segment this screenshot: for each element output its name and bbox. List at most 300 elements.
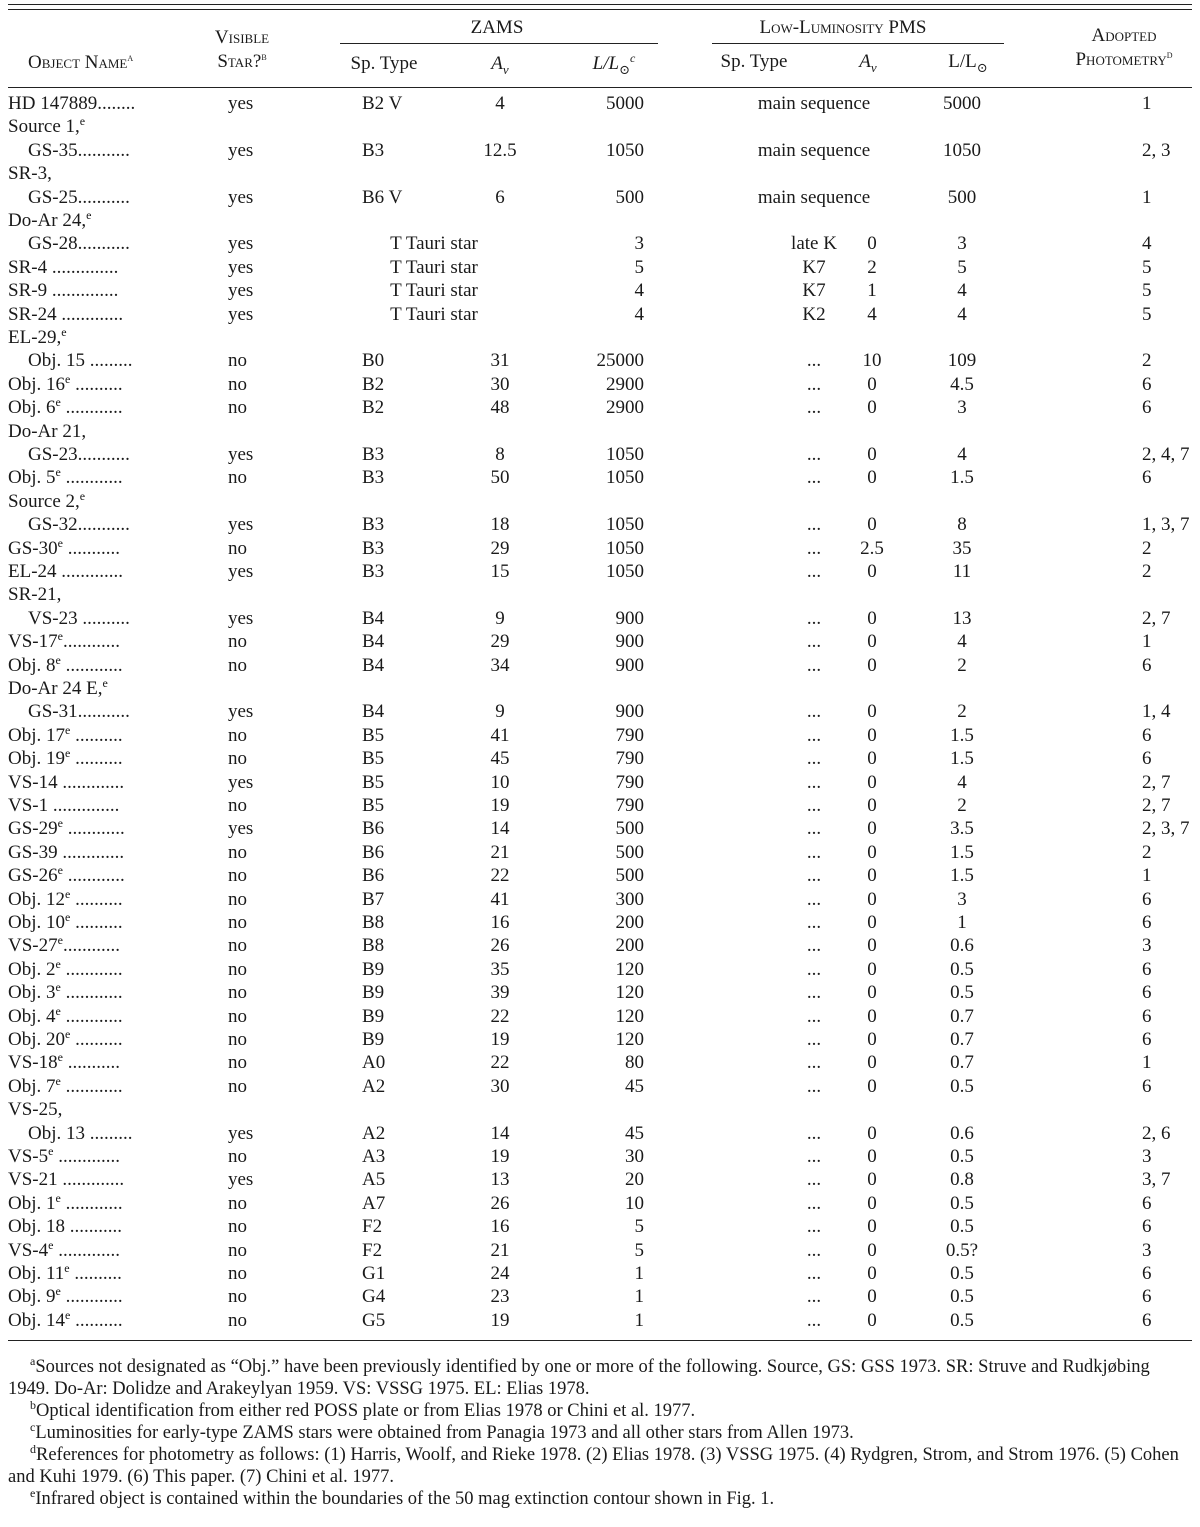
zams-sptype-cell: B9 bbox=[362, 958, 385, 980]
leader-dots: .......... bbox=[70, 912, 123, 933]
visible-star-cell: no bbox=[228, 795, 247, 816]
object-name: Obj. 18 ........... bbox=[8, 1216, 122, 1238]
table-row bbox=[0, 654, 1200, 678]
footnote-mark: e bbox=[61, 325, 67, 339]
photometry-cell: 6 bbox=[1142, 912, 1152, 933]
object-name: EL-24 ............. bbox=[8, 561, 124, 582]
table-row bbox=[0, 1192, 1200, 1216]
pms-lum-cell: 0.7 bbox=[950, 1052, 974, 1074]
table-row bbox=[0, 1262, 1200, 1286]
pms-av-cell: 0 bbox=[867, 982, 877, 1004]
leader-dots: ........... bbox=[62, 537, 120, 559]
zams-av-cell: 29 bbox=[490, 631, 510, 653]
footnote-mark: e bbox=[57, 933, 63, 948]
object-name-cell bbox=[8, 958, 123, 982]
photometry-cell: 5 bbox=[1142, 256, 1152, 278]
object-name-cell bbox=[8, 420, 86, 444]
footnote-mark: e bbox=[55, 1190, 61, 1205]
visible-star-cell: no bbox=[228, 1263, 247, 1284]
zams-av-cell: 39 bbox=[490, 982, 510, 1004]
zams-lum-cell: 1 bbox=[634, 1309, 644, 1331]
pms-av-cell: 0 bbox=[867, 1075, 877, 1097]
object-name-cell bbox=[28, 443, 130, 467]
object-name-cell bbox=[28, 186, 130, 210]
object-name: VS-14 ............. bbox=[8, 771, 125, 793]
note-text: References for photometry as follows: (1) Harris, Woolf, and Rieke 1978. (2) Elias 1978. (3) VSSG 1975. (4) Rydgren, Strom, and Strom 1976. (5) Cohen and Kuhi 1979. (6) This paper. (7) Chini et al. 1977. bbox=[8, 1445, 1179, 1487]
object-name-cell bbox=[8, 209, 91, 233]
zams-sptype-cell: B5 bbox=[362, 748, 385, 770]
photometry-cell: 6 bbox=[1142, 397, 1152, 419]
pms-sptype-cell: ... bbox=[806, 748, 822, 770]
zams-lum-cell: 4 bbox=[634, 280, 644, 302]
pms-lum-cell: 1.5 bbox=[950, 724, 974, 746]
zams-lum-cell: 1050 bbox=[606, 139, 644, 161]
zams-av-cell: 29 bbox=[490, 537, 510, 559]
photometry-cell: 6 bbox=[1142, 1286, 1152, 1308]
object-name-cell bbox=[8, 490, 85, 514]
bottom-rule bbox=[8, 1340, 1192, 1341]
pms-av-cell: 0 bbox=[867, 1239, 877, 1261]
visible-star-cell: no bbox=[228, 350, 247, 372]
table-note bbox=[8, 1444, 1192, 1488]
pms-lum-cell: 1.5 bbox=[950, 748, 974, 770]
zams-av-cell: 19 bbox=[490, 795, 510, 816]
zams-lum-cell: 1050 bbox=[606, 444, 644, 465]
zams-av-cell: 16 bbox=[490, 1216, 510, 1238]
pms-sptype-cell: K2 bbox=[802, 303, 826, 325]
table-row bbox=[0, 1168, 1200, 1192]
zams-av-cell: 9 bbox=[495, 607, 505, 629]
zams-sptype-cell: B9 bbox=[362, 1029, 385, 1050]
zams-sptype-cell: T Tauri star bbox=[390, 280, 478, 302]
object-name-cell bbox=[28, 700, 130, 724]
footnote-mark: e bbox=[86, 208, 92, 222]
pms-lum-cell: 4 bbox=[957, 444, 967, 465]
zams-lum-cell: 1 bbox=[634, 1286, 644, 1308]
object-name-cell bbox=[28, 1122, 133, 1146]
photometry-cell: 3 bbox=[1142, 1146, 1152, 1167]
visible-star-cell: yes bbox=[228, 139, 254, 161]
object-name-cell bbox=[28, 513, 130, 537]
header-lowlum: Low-Luminosity PMS bbox=[759, 17, 927, 38]
zams-sptype-cell: B8 bbox=[362, 912, 385, 933]
footnote-mark: e bbox=[57, 863, 63, 878]
photometry-cell: 6 bbox=[1142, 1075, 1152, 1097]
pms-lum-cell: 0.7 bbox=[950, 1029, 974, 1050]
zams-sptype-cell: B2 bbox=[362, 397, 385, 419]
zams-lum-cell: 3 bbox=[634, 233, 644, 255]
photometry-cell: 5 bbox=[1142, 280, 1152, 302]
zams-lum-cell: 500 bbox=[615, 186, 644, 208]
zams-lum-cell: 900 bbox=[615, 631, 644, 653]
table-group-label bbox=[0, 420, 1200, 444]
pms-sptype-cell: ... bbox=[806, 631, 822, 653]
visible-star-cell: yes bbox=[228, 93, 254, 114]
object-name-cell bbox=[28, 232, 130, 256]
pms-av-cell: 10 bbox=[862, 350, 882, 372]
note-mark: e bbox=[30, 1486, 36, 1500]
zams-av-cell: 19 bbox=[490, 1029, 510, 1050]
table-group-label bbox=[0, 677, 1200, 701]
zams-sptype-cell: T Tauri star bbox=[390, 256, 478, 278]
zams-lum-cell: 5 bbox=[634, 1216, 644, 1238]
zams-sptype-cell: B5 bbox=[362, 771, 385, 793]
pms-av-cell: 1 bbox=[867, 280, 877, 302]
pms-sptype-cell: ... bbox=[806, 841, 822, 863]
photometry-cell: 1, 4 bbox=[1142, 701, 1171, 723]
visible-star-cell: no bbox=[228, 935, 247, 957]
photometry-cell: 6 bbox=[1142, 467, 1152, 489]
object-name-cell bbox=[8, 560, 123, 584]
object-name: VS-5 bbox=[8, 1146, 49, 1167]
table-row bbox=[0, 513, 1200, 537]
object-name: Obj. 10 bbox=[8, 912, 65, 933]
visible-star-cell: yes bbox=[228, 1122, 254, 1144]
object-name: Obj. 19 bbox=[8, 748, 65, 770]
pms-lum-cell: 0.5 bbox=[950, 1309, 974, 1331]
object-name-cell bbox=[8, 256, 118, 280]
zams-av-cell: 26 bbox=[490, 1192, 510, 1214]
object-name: Obj. 8 bbox=[8, 654, 56, 676]
table-row bbox=[0, 1028, 1200, 1052]
object-name: EL-29, bbox=[8, 327, 62, 348]
zams-lum-cell: 790 bbox=[615, 795, 644, 816]
footnote-mark: e bbox=[48, 1144, 54, 1158]
visible-star-cell: no bbox=[228, 1005, 247, 1027]
photometry-cell: 2 bbox=[1142, 841, 1152, 863]
zams-av-cell: 13 bbox=[490, 1169, 510, 1191]
object-name-cell bbox=[8, 162, 52, 186]
visible-star-cell: no bbox=[228, 888, 247, 910]
zams-av-cell: 16 bbox=[490, 912, 510, 933]
object-name-cell bbox=[8, 1075, 123, 1099]
photometry-cell: 1 bbox=[1142, 631, 1152, 653]
leader-dots: ............ bbox=[60, 397, 123, 419]
table-row bbox=[0, 279, 1200, 303]
leader-dots: .......... bbox=[70, 373, 123, 395]
footnote-mark: e bbox=[57, 816, 63, 831]
pms-av-cell: 0 bbox=[867, 373, 877, 395]
pms-sptype-cell: ... bbox=[806, 1075, 822, 1097]
zams-lum-cell: 45 bbox=[625, 1075, 644, 1097]
pms-sptype-cell: ... bbox=[806, 654, 822, 676]
zams-lum-cell: 1050 bbox=[606, 467, 644, 489]
object-name: Obj. 17 bbox=[8, 724, 65, 746]
leader-dots: ........... bbox=[62, 1052, 120, 1074]
zams-av-cell: 22 bbox=[490, 865, 510, 887]
zams-lum-cell: 200 bbox=[615, 935, 644, 957]
pms-sptype-cell: ... bbox=[806, 561, 822, 582]
table-row bbox=[0, 1239, 1200, 1263]
object-name: GS-31........... bbox=[28, 701, 130, 723]
pms-av-cell: 0 bbox=[867, 1122, 877, 1144]
table-note bbox=[8, 1422, 1192, 1444]
photometry-cell: 6 bbox=[1142, 748, 1152, 770]
pms-lum-cell: 1.5 bbox=[950, 841, 974, 863]
object-name: VS-4 bbox=[8, 1239, 49, 1261]
pms-sptype-cell: ... bbox=[806, 1192, 822, 1214]
header-adopted-line2: Photometry$^d$ bbox=[1075, 47, 1173, 70]
object-name-cell bbox=[28, 607, 130, 631]
pms-lum-cell: 1.5 bbox=[950, 865, 974, 887]
pms-lum-cell: 0.5 bbox=[950, 982, 974, 1004]
note-mark: d bbox=[30, 1442, 36, 1456]
lowlum-group-line bbox=[712, 43, 1004, 44]
zams-lum-cell: 5000 bbox=[606, 93, 644, 114]
note-mark: b bbox=[30, 1398, 36, 1412]
visible-star-cell: no bbox=[228, 1029, 247, 1050]
object-name: VS-21 ............. bbox=[8, 1169, 125, 1191]
leader-dots: ............ bbox=[62, 631, 120, 653]
visible-star-cell: no bbox=[228, 1052, 247, 1074]
object-name-cell bbox=[8, 303, 123, 327]
note-mark: a bbox=[30, 1354, 36, 1368]
zams-lum-cell: 500 bbox=[615, 841, 644, 863]
visible-star-cell: no bbox=[228, 1075, 247, 1097]
object-name-cell bbox=[28, 139, 130, 163]
footnote-mark: e bbox=[65, 371, 71, 386]
zams-av-cell: 22 bbox=[490, 1005, 510, 1027]
footnote-mark: e bbox=[79, 114, 86, 129]
pms-sptype-cell: main sequence bbox=[757, 186, 871, 208]
table-row bbox=[0, 1051, 1200, 1075]
object-name-cell bbox=[8, 1239, 120, 1263]
photometry-cell: 6 bbox=[1142, 1029, 1152, 1050]
object-name-cell bbox=[8, 1285, 123, 1309]
zams-av-cell: 14 bbox=[490, 1122, 510, 1144]
pms-av-cell: 0 bbox=[867, 1286, 877, 1308]
zams-lum-cell: 120 bbox=[615, 1029, 644, 1050]
pms-av-cell: 4 bbox=[867, 303, 877, 325]
header-object-name: Object Name$^a$ bbox=[28, 50, 134, 73]
leader-dots: ............ bbox=[60, 1075, 123, 1097]
footnote-mark: e bbox=[102, 676, 108, 690]
note-text: Luminosities for early-type ZAMS stars were obtained from Panagia 1973 and all other stars from Allen 1973. bbox=[35, 1423, 854, 1443]
pms-lum-cell: 3 bbox=[957, 888, 967, 910]
object-name-cell bbox=[8, 92, 135, 116]
object-name: VS-23 .......... bbox=[28, 607, 130, 629]
note-mark: c bbox=[30, 1420, 36, 1434]
photometry-cell: 3 bbox=[1142, 935, 1152, 957]
pms-lum-cell: 2 bbox=[957, 654, 967, 676]
table-row bbox=[0, 1215, 1200, 1239]
zams-sptype-cell: B3 bbox=[362, 139, 385, 161]
zams-lum-cell: 1050 bbox=[606, 514, 644, 536]
object-name: Obj. 7 bbox=[8, 1075, 56, 1097]
table-row bbox=[0, 1005, 1200, 1029]
table-row bbox=[0, 256, 1200, 280]
zams-lum-cell: 120 bbox=[615, 958, 644, 980]
zams-lum-cell: 2900 bbox=[606, 397, 644, 419]
pms-lum-cell: 13 bbox=[952, 607, 972, 629]
object-name-cell bbox=[8, 981, 123, 1005]
table-row bbox=[0, 92, 1200, 116]
pms-lum-cell: 0.5 bbox=[950, 1075, 974, 1097]
pms-av-cell: 0 bbox=[867, 1005, 877, 1027]
pms-av-cell: 0 bbox=[867, 1146, 877, 1167]
object-name-cell bbox=[8, 654, 123, 678]
header-av: $A_v$ bbox=[491, 53, 509, 77]
object-name-cell bbox=[8, 841, 124, 865]
leader-dots: ............ bbox=[60, 982, 123, 1004]
zams-sptype-cell: B4 bbox=[362, 701, 385, 723]
zams-av-cell: 48 bbox=[490, 397, 510, 419]
table-row bbox=[0, 1122, 1200, 1146]
pms-sptype-cell: ... bbox=[806, 607, 822, 629]
object-name-cell bbox=[8, 1168, 124, 1192]
table-group-label bbox=[0, 115, 1200, 139]
visible-star-cell: no bbox=[228, 631, 247, 653]
leader-dots: ............ bbox=[60, 467, 123, 489]
pms-lum-cell: 4 bbox=[957, 771, 967, 793]
pms-av-cell: 2.5 bbox=[860, 537, 884, 559]
zams-sptype-cell: B9 bbox=[362, 1005, 385, 1027]
zams-av-cell: 24 bbox=[490, 1263, 510, 1284]
pms-sptype-cell: K7 bbox=[802, 280, 826, 302]
pms-av-cell: 0 bbox=[867, 701, 877, 723]
visible-star-cell: yes bbox=[228, 233, 254, 255]
header-visible-line1: Visible bbox=[214, 27, 270, 48]
zams-lum-cell: 1 bbox=[634, 1263, 644, 1284]
pms-av-cell: 0 bbox=[867, 444, 877, 465]
pms-av-cell: 0 bbox=[867, 841, 877, 863]
object-name: SR-3, bbox=[8, 163, 52, 185]
pms-sptype-cell: K7 bbox=[802, 256, 826, 278]
pms-av-cell: 0 bbox=[867, 1169, 877, 1191]
zams-av-cell: 19 bbox=[490, 1309, 510, 1331]
table-row bbox=[0, 911, 1200, 935]
table-row bbox=[0, 443, 1200, 467]
object-name-cell bbox=[8, 934, 120, 958]
table-row bbox=[0, 771, 1200, 795]
zams-sptype-cell: B3 bbox=[362, 467, 385, 489]
table-group-label bbox=[0, 326, 1200, 350]
leader-dots: .......... bbox=[69, 1263, 122, 1284]
header-adopted-line1: Adopted bbox=[1091, 25, 1157, 46]
object-name-cell bbox=[8, 1098, 62, 1122]
pms-lum-cell: 109 bbox=[947, 350, 977, 372]
pms-lum-cell: 3.5 bbox=[950, 818, 974, 840]
pms-sptype-cell: ... bbox=[806, 701, 822, 723]
pms-lum-cell: 1 bbox=[957, 912, 967, 933]
zams-lum-cell: 25000 bbox=[596, 350, 644, 372]
zams-lum-cell: 500 bbox=[615, 865, 644, 887]
table-row bbox=[0, 630, 1200, 654]
object-name: Obj. 6 bbox=[8, 397, 56, 419]
footnote-mark: e bbox=[57, 535, 63, 550]
zams-lum-cell: 900 bbox=[615, 654, 644, 676]
footnote-mark: e bbox=[65, 886, 71, 901]
pms-lum-cell: 0.6 bbox=[950, 935, 974, 957]
zams-av-cell: 10 bbox=[490, 771, 510, 793]
pms-lum-cell: 500 bbox=[947, 186, 977, 208]
object-name-cell bbox=[8, 373, 123, 397]
object-name: Obj. 2 bbox=[8, 958, 56, 980]
pms-av-cell: 0 bbox=[867, 607, 877, 629]
object-name-cell bbox=[8, 1028, 123, 1052]
footnote-mark: e bbox=[55, 652, 61, 667]
table-row bbox=[0, 1145, 1200, 1169]
footnote-mark: e bbox=[65, 1307, 71, 1322]
zams-lum-cell: 30 bbox=[625, 1146, 644, 1167]
object-name-cell bbox=[8, 677, 108, 701]
photometry-cell: 2 bbox=[1142, 561, 1152, 582]
visible-star-cell: no bbox=[228, 397, 247, 419]
object-name-cell bbox=[8, 864, 125, 888]
zams-av-cell: 8 bbox=[495, 444, 505, 465]
zams-av-cell: 21 bbox=[490, 1239, 510, 1261]
pms-av-cell: 0 bbox=[867, 1052, 877, 1074]
visible-star-cell: no bbox=[228, 1239, 247, 1261]
photometry-cell: 6 bbox=[1142, 958, 1152, 980]
zams-av-cell: 23 bbox=[490, 1286, 510, 1308]
zams-av-cell: 30 bbox=[490, 373, 510, 395]
leader-dots: ............ bbox=[60, 654, 123, 676]
visible-star-cell: no bbox=[228, 912, 247, 933]
photometry-cell: 1 bbox=[1142, 865, 1152, 887]
photometry-cell: 2, 7 bbox=[1142, 771, 1171, 793]
pms-av-cell: 0 bbox=[867, 233, 877, 255]
visible-star-cell: yes bbox=[228, 561, 254, 582]
header-llum: $L/L_⊙$ bbox=[948, 51, 988, 75]
object-name: SR-21, bbox=[8, 584, 62, 606]
zams-sptype-cell: B2 V bbox=[362, 93, 403, 114]
footnote-mark: e bbox=[65, 910, 71, 924]
zams-sptype-cell: B3 bbox=[362, 444, 385, 465]
footnote-mark: e bbox=[55, 956, 61, 971]
pms-lum-cell: 0.5? bbox=[945, 1239, 979, 1261]
zams-lum-cell: 500 bbox=[615, 818, 644, 840]
visible-star-cell: no bbox=[228, 841, 247, 863]
object-name: Obj. 4 bbox=[8, 1005, 56, 1027]
table-row bbox=[0, 981, 1200, 1005]
table-row bbox=[0, 864, 1200, 888]
object-name-cell bbox=[8, 466, 123, 490]
table-group-label bbox=[0, 1098, 1200, 1122]
table-row bbox=[0, 373, 1200, 397]
table-group-label bbox=[0, 490, 1200, 514]
pms-lum-cell: 4 bbox=[957, 280, 967, 302]
photometry-cell: 1 bbox=[1142, 93, 1152, 114]
zams-av-cell: 41 bbox=[490, 888, 510, 910]
header-sp-type: Sp. Type bbox=[350, 53, 418, 74]
pms-sptype-cell: ... bbox=[806, 1239, 822, 1261]
pms-av-cell: 0 bbox=[867, 888, 877, 910]
header-rule bbox=[8, 87, 1192, 88]
visible-star-cell: no bbox=[228, 537, 247, 559]
object-name: Obj. 20 bbox=[8, 1029, 65, 1050]
zams-sptype-cell: B5 bbox=[362, 795, 385, 816]
leader-dots: ............ bbox=[60, 1005, 123, 1027]
photometry-cell: 3 bbox=[1142, 1239, 1152, 1261]
object-name-cell bbox=[8, 396, 123, 420]
zams-av-cell: 15 bbox=[490, 561, 510, 582]
table-row bbox=[0, 560, 1200, 584]
object-name-cell bbox=[8, 724, 123, 748]
zams-lum-cell: 900 bbox=[615, 701, 644, 723]
table-group-label bbox=[0, 162, 1200, 186]
pms-sptype-cell: ... bbox=[806, 1309, 822, 1331]
zams-av-cell: 6 bbox=[495, 186, 505, 208]
footnote-mark: e bbox=[55, 465, 61, 480]
pms-av-cell: 0 bbox=[867, 865, 877, 887]
visible-star-cell: yes bbox=[228, 444, 254, 465]
leader-dots: .......... bbox=[70, 724, 123, 746]
pms-av-cell: 0 bbox=[867, 1029, 877, 1050]
object-name-cell bbox=[8, 747, 123, 771]
zams-sptype-cell: A3 bbox=[362, 1146, 386, 1167]
leader-dots: .......... bbox=[70, 748, 123, 770]
